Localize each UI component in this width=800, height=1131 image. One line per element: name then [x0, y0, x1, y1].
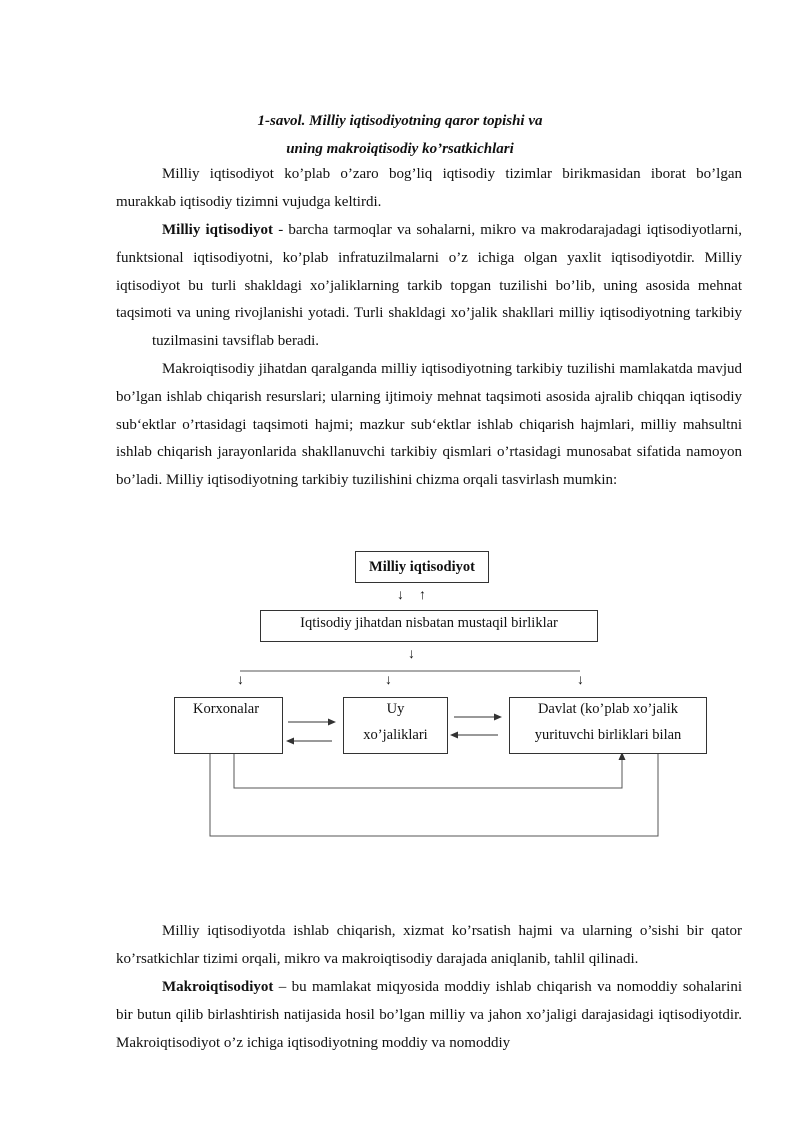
- arrow-down-icon: ↓: [237, 673, 244, 688]
- box-mustaqil-birliklar: [260, 610, 598, 642]
- arrow-down-icon: ↓: [397, 588, 404, 603]
- arrow-down-icon: ↓: [577, 673, 584, 688]
- loop-korxonalar-to-davlat: [234, 754, 622, 788]
- box-davlat: [509, 697, 707, 754]
- paragraph-korsatkichlar: [116, 918, 742, 974]
- arrow-uy-to-davlat: [494, 714, 502, 721]
- paragraph-milliy-tail: tuzilmasini tavsiflab beradi.: [152, 333, 320, 350]
- box-uy-label-line2: xo’jaliklari: [363, 727, 428, 743]
- arrow-korxonalar-to-uy: [328, 719, 336, 726]
- loop-davlat-to-korxonalar: [210, 750, 658, 836]
- paragraph-korsatkichlar-text: Milliy iqtisodiyotda ishlab chiqarish, xizmat ko’rsatish hajmi va ularning o’sishi bir qator ko’rsatkichlar tizimi orqali, mikro va makroiqtisodiy darajada aniqlanib, tahlil qilinadi.: [116, 923, 742, 967]
- box-uy-label-line1: Uy: [386, 701, 405, 717]
- box-korxonalar-label: Korxonalar: [193, 701, 260, 717]
- box-uy-xojaliklari: [343, 697, 448, 754]
- box-davlat-label-line2: yurituvchi birliklari bilan: [534, 727, 682, 743]
- box-milliy-iqtisodiyot: [355, 551, 489, 583]
- term-makroiqtisodiyot: Makroiqtisodiyot: [162, 979, 274, 995]
- paragraph-makroiqtisodiyot: [116, 974, 742, 1057]
- paragraph-makroiqtisodiyot-text: – bu mamlakat miqyosida moddiy ishlab chiqarish va nomoddiy sohalarini bir butun qilib birlashtirish natijasida hosil bo’lgan milliy va jahon xo’jaligi darajasidagi iqtisodiyotdir. Makroiqtisodiyot o’z ichiga iqtisodiyotning moddiy va nomoddiy: [116, 979, 742, 1051]
- paragraph-intro-text: Milliy iqtisodiyot ko’plab o’zaro bog’liq iqtisodiy tizimlar birikmasidan iborat bo’lgan murakkab iqtisodiy tizimni vujudga keltirdi.: [116, 166, 742, 210]
- arrow-down-icon: ↓: [408, 647, 415, 662]
- arrow-down-icon: ↓: [385, 673, 392, 688]
- box-mustaqil-birliklar-label: Iqtisodiy jihatdan nisbatan mustaqil birliklar: [300, 615, 558, 631]
- paragraph-milliy-text: - barcha tarmoqlar va sohalarni, mikro va makrodarajadagi iqtisodiyotlarni, funktsional iqtisodiyotni, ko’plab infratuzilmalarni o’z ichiga olgan yaxlit iqtisodiyotdir. Milliy iqtisodiyot bu turli shakldagi xo’jaliklarning tarkib topgan tuzilishi bo’lib, uning asosida mehnat taqsimoti va uning rivojlanishi yotadi. Turli shakldagi xo’jalik shakllari milliy iqtisodiyotning tarkibiy: [116, 222, 743, 322]
- term-milliy-iqtisodiyot: Milliy iqtisodiyot: [162, 222, 274, 238]
- box-korxonalar: [174, 697, 283, 754]
- section-title-line2: uning makroiqtisodiy ko’rsatkichlari: [286, 141, 514, 157]
- arrow-davlat-to-uy: [450, 732, 458, 739]
- box-milliy-iqtisodiyot-label: Milliy iqtisodiyot: [369, 559, 475, 575]
- paragraph-makro-jihat-text: Makroiqtisodiy jihatdan qaralganda milliy iqtisodiyotning tarkibiy tuzilishi mamlakatda mavjud bo’lgan ishlab chiqarish resurslari; ularning ijtimoiy mehnat taqsimoti asosida ajralib chiqqan iqtisodiy sub‘ektlar o’rtasidagi taqsimoti hajmi; mazkur sub‘ektlar ishlab chiqarish hajmlari, milliy mahsultni ishlab chiqarish jarayonlarida shakllanuvchi tarkibiy qismlari o’rtasidagi munosabat sifatida namoyon bo’ladi. Milliy iqtisodiyotning tarkibiy tuzilishini chizma orqali tasvirlash mumkin:: [116, 361, 742, 489]
- arrow-uy-to-korxonalar: [286, 738, 294, 745]
- box-davlat-label-line1: Davlat (ko’plab xo’jalik: [537, 701, 679, 717]
- section-title-line1: 1-savol. Milliy iqtisodiyotning qaror topishi va: [257, 113, 543, 129]
- arrow-up-icon: ↑: [419, 588, 426, 603]
